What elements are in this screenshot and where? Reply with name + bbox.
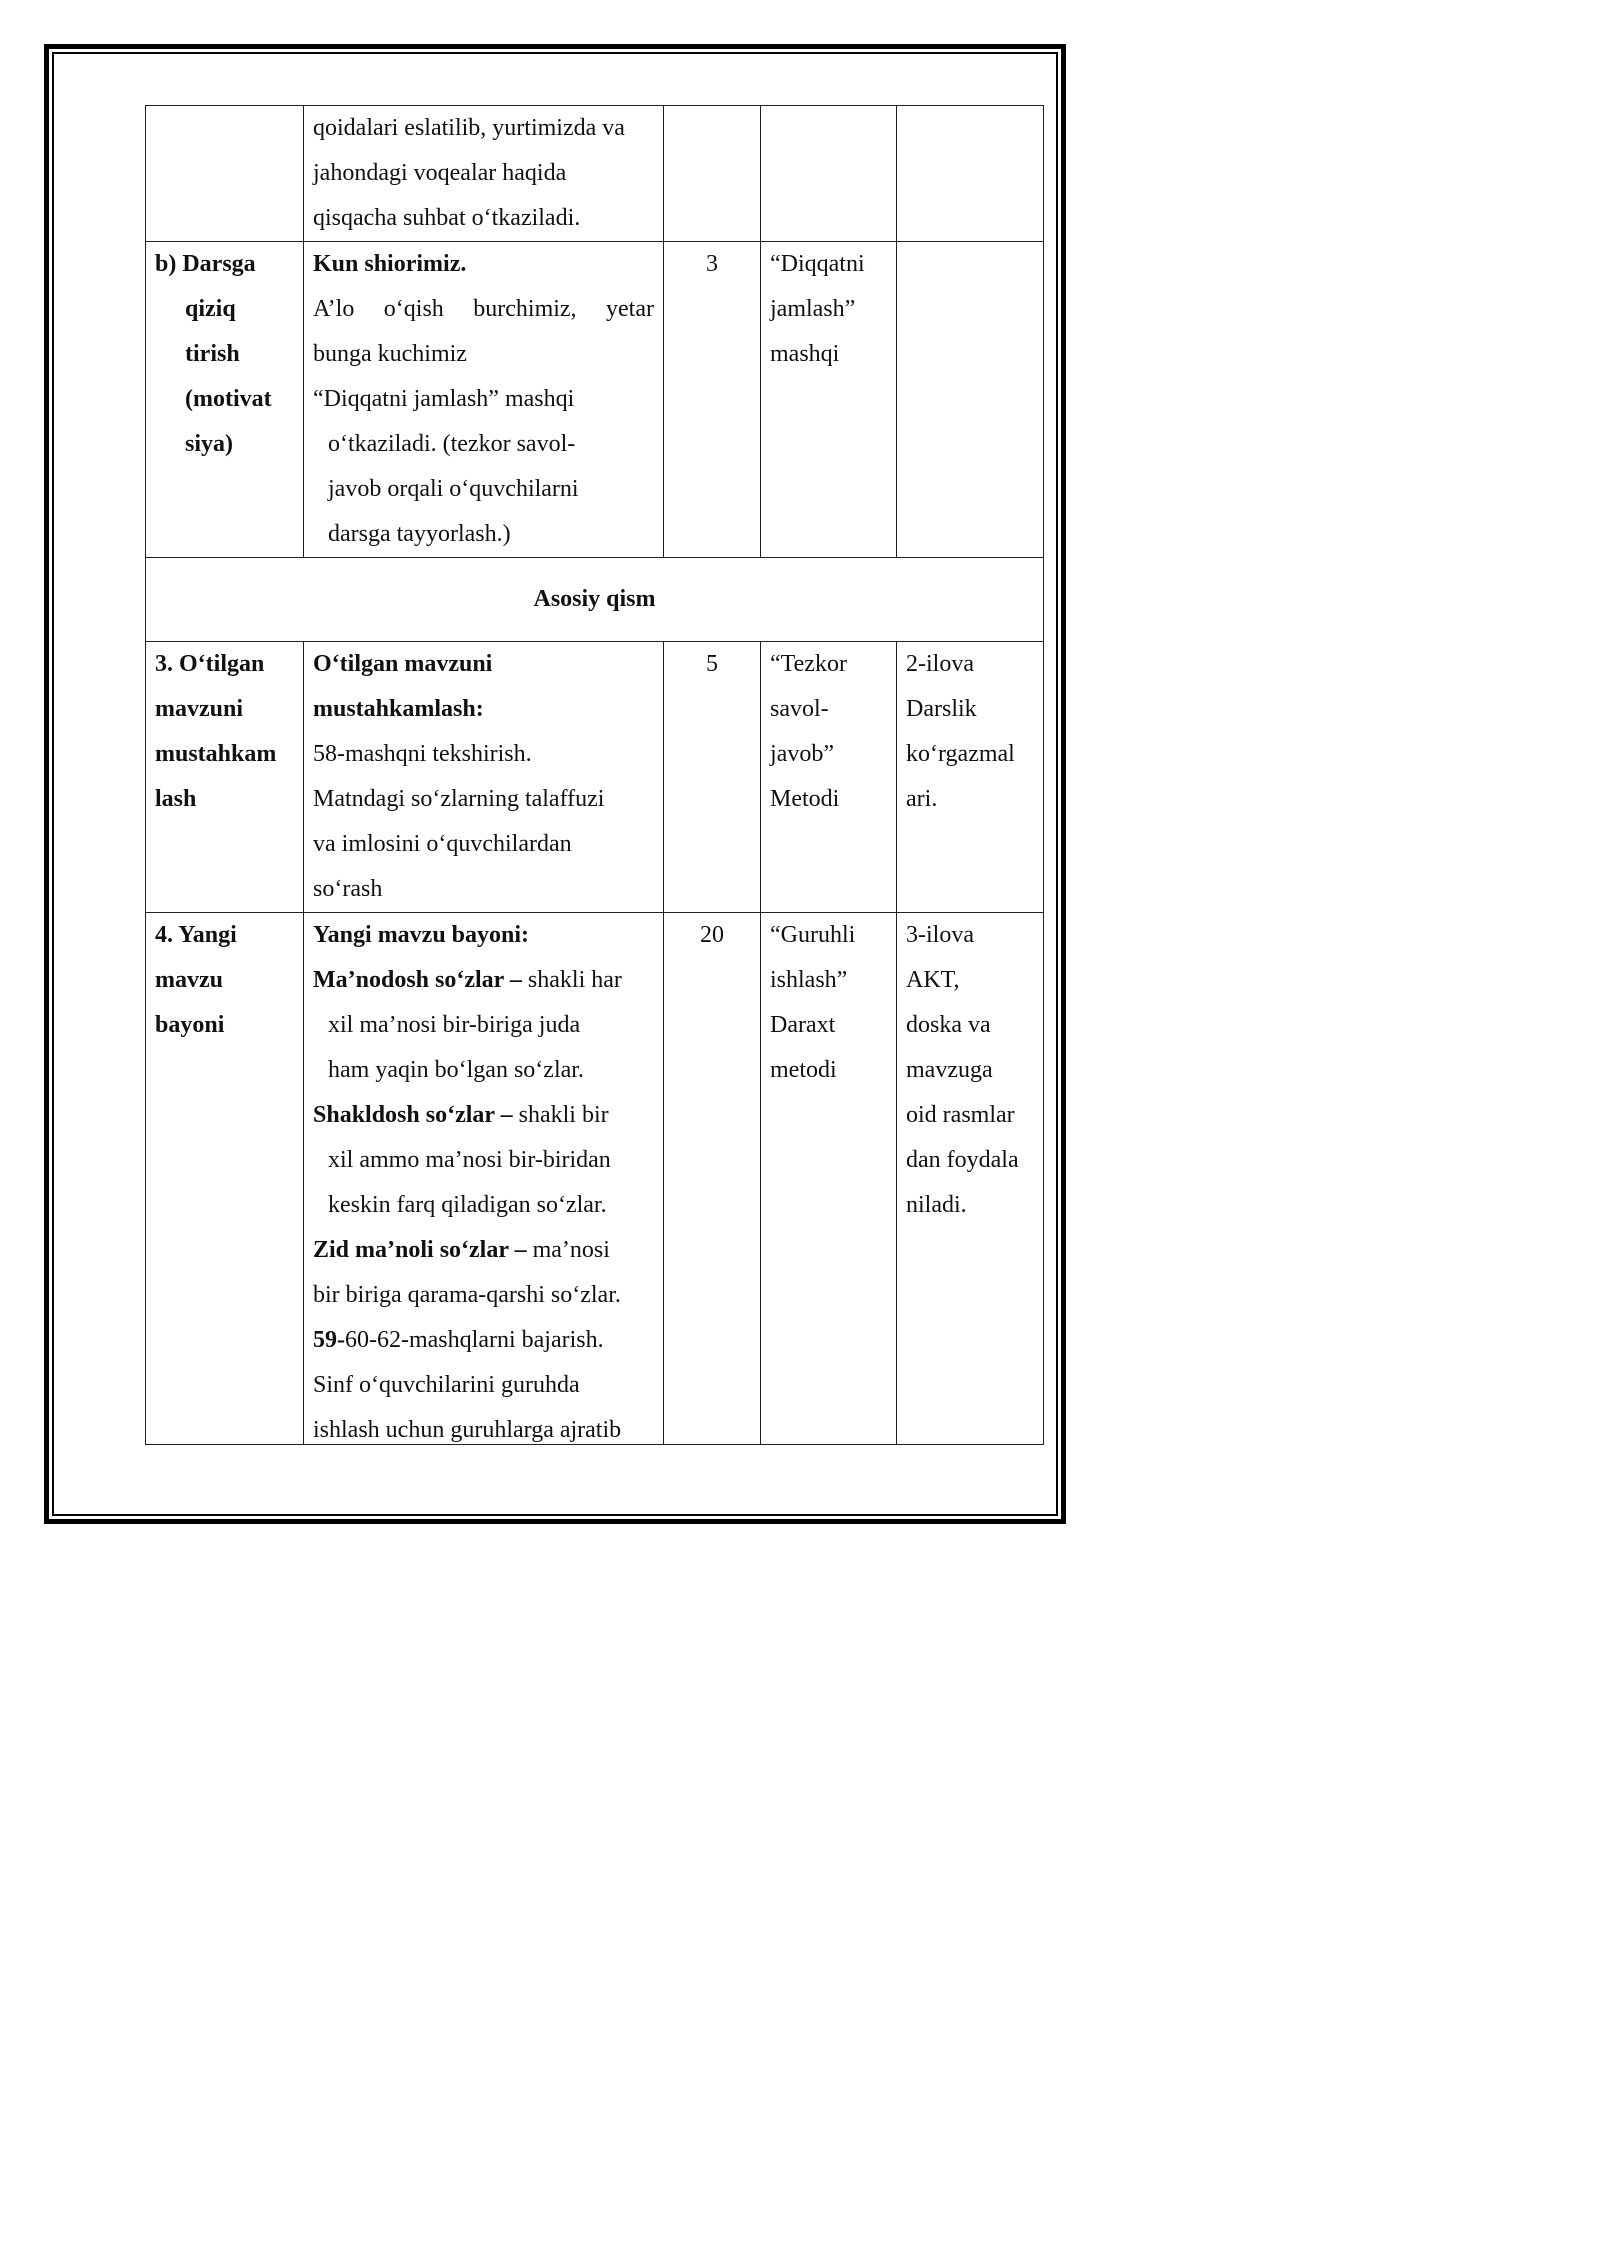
lesson-plan-table	[145, 105, 1044, 1445]
table-row	[146, 913, 1044, 1445]
content-cell: Kun shiorimiz. A’lo o‘qish burchimiz, yetar bunga kuchimiz “Diqqatni jamlash” mashqi o‘tkaziladi. (tezkor savol- javob orqali o‘quvchilarni darsga tayyorlash.)	[304, 242, 664, 558]
section-heading: Asosiy qism	[146, 558, 1044, 642]
method-cell: “Guruhli ishlash” Daraxt metodi	[761, 913, 897, 1445]
stage-cell: b) Darsga qiziq tirish (motivat siya)	[146, 242, 304, 558]
table-row	[146, 642, 1044, 913]
method-cell	[761, 106, 897, 242]
resources-cell	[897, 106, 1044, 242]
content-cell: O‘tilgan mavzuni mustahkamlash: 58-mashqni tekshirish. Matndagi so‘zlarning talaffuzi va imlosini o‘quvchilardan so‘rash	[304, 642, 664, 913]
resources-cell: 2-ilova Darslik ko‘rgazmal ari.	[897, 642, 1044, 913]
table-row	[146, 106, 1044, 242]
method-cell: “Diqqatni jamlash” mashqi	[761, 242, 897, 558]
time-cell: 5	[664, 642, 761, 913]
resources-cell: 3-ilova AKT, doska va mavzuga oid rasmlar dan foydala niladi.	[897, 913, 1044, 1445]
stage-cell	[146, 106, 304, 242]
stage-cell: 3. O‘tilgan mavzuni mustahkam lash	[146, 642, 304, 913]
table-row	[146, 242, 1044, 558]
stage-cell: 4. Yangi mavzu bayoni	[146, 913, 304, 1445]
section-row	[146, 558, 1044, 642]
resources-cell	[897, 242, 1044, 558]
content-cell: Yangi mavzu bayoni: Ma’nodosh so‘zlar – shakli har xil ma’nosi bir-biriga juda ham yaqin bo‘lgan so‘zlar. Shakldosh so‘zlar – shakli bir xil ammo ma’nosi bir-biridan keskin farq qiladigan so‘zlar. Zid ma’noli so‘zlar – ma’nosi bir biriga qarama-qarshi so‘zlar. 59-60-62-mashqlarni bajarish. Sinf o‘quvchilarini guruhda ishlash uchun guruhlarga ajratib	[304, 913, 664, 1445]
time-cell: 3	[664, 242, 761, 558]
time-cell	[664, 106, 761, 242]
method-cell: “Tezkor savol- javob” Metodi	[761, 642, 897, 913]
time-cell: 20	[664, 913, 761, 1445]
content-cell: qoidalari eslatilib, yurtimizda va jahondagi voqealar haqida qisqacha suhbat o‘tkaziladi.	[304, 106, 664, 242]
